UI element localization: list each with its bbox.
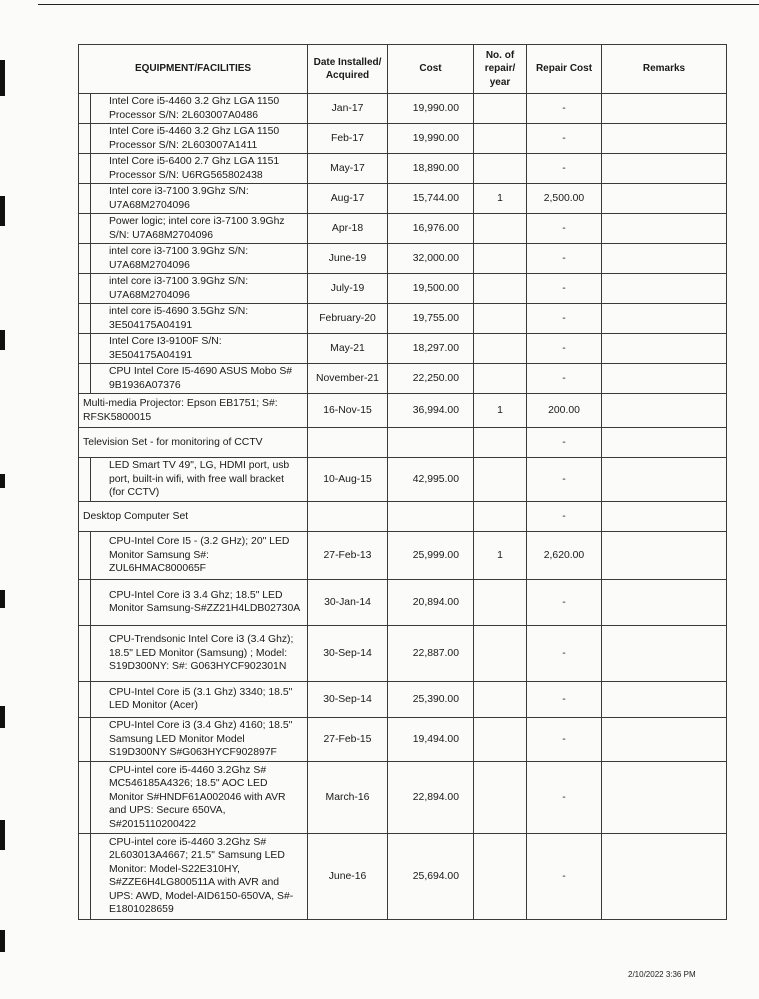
repair-cost-cell: - bbox=[527, 579, 602, 625]
repair-cost-cell: - bbox=[527, 761, 602, 833]
repair-count-cell bbox=[474, 214, 527, 244]
repair-count-cell: 1 bbox=[474, 184, 527, 214]
equipment-cell: Multi-media Projector: Epson EB1751; S#: RFSK5800015 bbox=[79, 394, 308, 428]
indent-cell bbox=[79, 94, 91, 124]
binder-hole bbox=[0, 330, 5, 350]
remarks-cell bbox=[602, 458, 727, 502]
equipment-cell: Desktop Computer Set bbox=[79, 501, 308, 531]
date-cell bbox=[308, 501, 388, 531]
remarks-cell bbox=[602, 364, 727, 394]
date-cell: Aug-17 bbox=[308, 184, 388, 214]
indent-cell bbox=[79, 761, 91, 833]
cost-cell: 20,894.00 bbox=[388, 579, 474, 625]
table-row bbox=[79, 364, 727, 394]
repair-cost-cell: - bbox=[527, 274, 602, 304]
cost-cell: 19,990.00 bbox=[388, 94, 474, 124]
equipment-cell: CPU-Intel Core i5 (3.1 Ghz) 3340; 18.5" LED Monitor (Acer) bbox=[91, 681, 308, 717]
repair-count-cell: 1 bbox=[474, 531, 527, 579]
indent-cell bbox=[79, 579, 91, 625]
equipment-cell: Intel Core i5-4460 3.2 Ghz LGA 1150 Processor S/N: 2L603007A0486 bbox=[91, 94, 308, 124]
table-row bbox=[79, 579, 727, 625]
table-row bbox=[79, 761, 727, 833]
cost-cell bbox=[388, 428, 474, 458]
indent-cell bbox=[79, 244, 91, 274]
cost-cell: 25,390.00 bbox=[388, 681, 474, 717]
repair-count-cell bbox=[474, 458, 527, 502]
date-cell: 27-Feb-15 bbox=[308, 717, 388, 761]
table-row bbox=[79, 184, 727, 214]
indent-cell bbox=[79, 184, 91, 214]
cost-cell: 32,000.00 bbox=[388, 244, 474, 274]
col-header-date: Date Installed/ Acquired bbox=[308, 45, 388, 94]
binder-hole bbox=[0, 474, 5, 488]
date-cell: July-19 bbox=[308, 274, 388, 304]
repair-count-cell bbox=[474, 761, 527, 833]
table-row bbox=[79, 334, 727, 364]
equipment-cell: Television Set - for monitoring of CCTV bbox=[79, 428, 308, 458]
print-timestamp: 2/10/2022 3:36 PM bbox=[628, 970, 696, 979]
indent-cell bbox=[79, 364, 91, 394]
table-row bbox=[79, 394, 727, 428]
repair-cost-cell: - bbox=[527, 244, 602, 274]
repair-cost-cell: - bbox=[527, 428, 602, 458]
repair-cost-cell: 2,620.00 bbox=[527, 531, 602, 579]
repair-cost-cell: - bbox=[527, 304, 602, 334]
indent-cell bbox=[79, 458, 91, 502]
table-row bbox=[79, 531, 727, 579]
indent-cell bbox=[79, 833, 91, 919]
repair-count-cell bbox=[474, 334, 527, 364]
equipment-cell: CPU-Intel Core i3 3.4 Ghz; 18.5" LED Monitor Samsung-S#ZZ21H4LDB02730A bbox=[91, 579, 308, 625]
equipment-cell: intel core i3-7100 3.9Ghz S/N: U7A68M2704096 bbox=[91, 274, 308, 304]
repair-cost-cell: - bbox=[527, 681, 602, 717]
binder-hole bbox=[0, 60, 5, 96]
date-cell: Feb-17 bbox=[308, 124, 388, 154]
equipment-cell: intel core i3-7100 3.9Ghz S/N: U7A68M2704096 bbox=[91, 244, 308, 274]
repair-count-cell bbox=[474, 717, 527, 761]
table-row bbox=[79, 214, 727, 244]
remarks-cell bbox=[602, 274, 727, 304]
equipment-cell: Power logic; intel core i3-7100 3.9Ghz S/N: U7A68M2704096 bbox=[91, 214, 308, 244]
col-header-repairs: No. of repair/ year bbox=[474, 45, 527, 94]
col-header-repair-cost: Repair Cost bbox=[527, 45, 602, 94]
remarks-cell bbox=[602, 244, 727, 274]
table-row bbox=[79, 428, 727, 458]
table-row bbox=[79, 154, 727, 184]
cost-cell: 15,744.00 bbox=[388, 184, 474, 214]
table-row bbox=[79, 625, 727, 681]
date-cell: February-20 bbox=[308, 304, 388, 334]
remarks-cell bbox=[602, 501, 727, 531]
col-header-cost: Cost bbox=[388, 45, 474, 94]
equipment-cell: Intel core i3-7100 3.9Ghz S/N: U7A68M2704096 bbox=[91, 184, 308, 214]
repair-cost-cell: - bbox=[527, 214, 602, 244]
binder-hole bbox=[0, 820, 5, 850]
repair-cost-cell: - bbox=[527, 94, 602, 124]
date-cell: 30-Sep-14 bbox=[308, 681, 388, 717]
cost-cell: 22,887.00 bbox=[388, 625, 474, 681]
table-row bbox=[79, 458, 727, 502]
indent-cell bbox=[79, 154, 91, 184]
binder-hole bbox=[0, 706, 5, 728]
table-header-row bbox=[79, 45, 727, 94]
remarks-cell bbox=[602, 304, 727, 334]
remarks-cell bbox=[602, 717, 727, 761]
col-header-remarks: Remarks bbox=[602, 45, 727, 94]
cost-cell: 18,297.00 bbox=[388, 334, 474, 364]
indent-cell bbox=[79, 681, 91, 717]
repair-cost-cell: - bbox=[527, 364, 602, 394]
repair-count-cell bbox=[474, 579, 527, 625]
indent-cell bbox=[79, 531, 91, 579]
indent-cell bbox=[79, 717, 91, 761]
table-row bbox=[79, 124, 727, 154]
cost-cell: 22,250.00 bbox=[388, 364, 474, 394]
table-row bbox=[79, 717, 727, 761]
repair-cost-cell: - bbox=[527, 625, 602, 681]
date-cell: 30-Sep-14 bbox=[308, 625, 388, 681]
indent-cell bbox=[79, 334, 91, 364]
repair-count-cell bbox=[474, 154, 527, 184]
equipment-cell: CPU-Intel Core i3 (3.4 Ghz) 4160; 18.5" Samsung LED Monitor Model S19D300NY S#G063HYCF902897F bbox=[91, 717, 308, 761]
equipment-cell: Intel Core i5-4460 3.2 Ghz LGA 1150 Processor S/N: 2L603007A1411 bbox=[91, 124, 308, 154]
indent-cell bbox=[79, 124, 91, 154]
remarks-cell bbox=[602, 625, 727, 681]
cost-cell: 16,976.00 bbox=[388, 214, 474, 244]
indent-cell bbox=[79, 304, 91, 334]
table-row bbox=[79, 94, 727, 124]
table-row bbox=[79, 833, 727, 919]
date-cell: June-16 bbox=[308, 833, 388, 919]
equipment-cell: Intel Core i5-6400 2.7 Ghz LGA 1151 Processor S/N: U6RG565802438 bbox=[91, 154, 308, 184]
equipment-cell: CPU Intel Core I5-4690 ASUS Mobo S# 9B1936A07376 bbox=[91, 364, 308, 394]
date-cell: November-21 bbox=[308, 364, 388, 394]
remarks-cell bbox=[602, 394, 727, 428]
repair-cost-cell: - bbox=[527, 833, 602, 919]
remarks-cell bbox=[602, 184, 727, 214]
remarks-cell bbox=[602, 334, 727, 364]
cost-cell: 22,894.00 bbox=[388, 761, 474, 833]
repair-cost-cell: 2,500.00 bbox=[527, 184, 602, 214]
remarks-cell bbox=[602, 761, 727, 833]
equipment-cell: LED Smart TV 49", LG, HDMI port, usb port, built-in wifi, with free wall bracket (for CCTV) bbox=[91, 458, 308, 502]
date-cell: 30-Jan-14 bbox=[308, 579, 388, 625]
cost-cell: 25,694.00 bbox=[388, 833, 474, 919]
table-row bbox=[79, 274, 727, 304]
binder-hole bbox=[0, 590, 5, 608]
col-header-equipment: EQUIPMENT/FACILITIES bbox=[79, 45, 308, 94]
cost-cell: 19,990.00 bbox=[388, 124, 474, 154]
date-cell: 27-Feb-13 bbox=[308, 531, 388, 579]
equipment-cell: CPU-intel core i5-4460 3.2Ghz S# MC546185A4326; 18.5" AOC LED Monitor S#HNDF61A002046 with AVR and UPS: Secure 650VA, S#2015110200422 bbox=[91, 761, 308, 833]
cost-cell bbox=[388, 501, 474, 531]
remarks-cell bbox=[602, 214, 727, 244]
repair-count-cell bbox=[474, 501, 527, 531]
repair-count-cell bbox=[474, 428, 527, 458]
repair-count-cell: 1 bbox=[474, 394, 527, 428]
repair-count-cell bbox=[474, 274, 527, 304]
indent-cell bbox=[79, 274, 91, 304]
repair-count-cell bbox=[474, 124, 527, 154]
date-cell: Jan-17 bbox=[308, 94, 388, 124]
repair-count-cell bbox=[474, 94, 527, 124]
date-cell: May-17 bbox=[308, 154, 388, 184]
repair-count-cell bbox=[474, 304, 527, 334]
repair-count-cell bbox=[474, 625, 527, 681]
indent-cell bbox=[79, 625, 91, 681]
table-row bbox=[79, 244, 727, 274]
cost-cell: 19,755.00 bbox=[388, 304, 474, 334]
date-cell: Apr-18 bbox=[308, 214, 388, 244]
table-row bbox=[79, 501, 727, 531]
date-cell: March-16 bbox=[308, 761, 388, 833]
remarks-cell bbox=[602, 833, 727, 919]
cost-cell: 19,494.00 bbox=[388, 717, 474, 761]
date-cell: 10-Aug-15 bbox=[308, 458, 388, 502]
remarks-cell bbox=[602, 531, 727, 579]
table-row bbox=[79, 304, 727, 334]
repair-cost-cell: - bbox=[527, 154, 602, 184]
equipment-cell: CPU-Intel Core I5 - (3.2 GHz); 20" LED Monitor Samsung S#: ZUL6HMAC800065F bbox=[91, 531, 308, 579]
repair-cost-cell: - bbox=[527, 124, 602, 154]
cost-cell: 18,890.00 bbox=[388, 154, 474, 184]
remarks-cell bbox=[602, 428, 727, 458]
date-cell: June-19 bbox=[308, 244, 388, 274]
equipment-cell: intel core i5-4690 3.5Ghz S/N: 3E504175A04191 bbox=[91, 304, 308, 334]
indent-cell bbox=[79, 214, 91, 244]
repair-cost-cell: - bbox=[527, 334, 602, 364]
page-top-rule bbox=[38, 4, 759, 5]
remarks-cell bbox=[602, 579, 727, 625]
cost-cell: 42,995.00 bbox=[388, 458, 474, 502]
remarks-cell bbox=[602, 154, 727, 184]
repair-count-cell bbox=[474, 833, 527, 919]
equipment-table bbox=[78, 44, 727, 920]
remarks-cell bbox=[602, 124, 727, 154]
repair-cost-cell: - bbox=[527, 717, 602, 761]
date-cell bbox=[308, 428, 388, 458]
cost-cell: 19,500.00 bbox=[388, 274, 474, 304]
remarks-cell bbox=[602, 681, 727, 717]
binder-hole bbox=[0, 196, 5, 226]
equipment-cell: CPU-Trendsonic Intel Core i3 (3.4 Ghz); 18.5" LED Monitor (Samsung) ; Model: S19D300NY: S#: G063HYCF902301N bbox=[91, 625, 308, 681]
equipment-cell: CPU-intel core i5-4460 3.2Ghz S# 2L603013A4667; 21.5" Samsung LED Monitor: Model-S22E310HY, S#ZZE6H4LG800511A with AVR and UPS: AWD, Model-AID6150-650VA, S#- E1801028659 bbox=[91, 833, 308, 919]
repair-count-cell bbox=[474, 244, 527, 274]
repair-count-cell bbox=[474, 364, 527, 394]
repair-cost-cell: - bbox=[527, 501, 602, 531]
remarks-cell bbox=[602, 94, 727, 124]
date-cell: 16-Nov-15 bbox=[308, 394, 388, 428]
date-cell: May-21 bbox=[308, 334, 388, 364]
cost-cell: 36,994.00 bbox=[388, 394, 474, 428]
repair-cost-cell: - bbox=[527, 458, 602, 502]
table-row bbox=[79, 681, 727, 717]
repair-count-cell bbox=[474, 681, 527, 717]
repair-cost-cell: 200.00 bbox=[527, 394, 602, 428]
cost-cell: 25,999.00 bbox=[388, 531, 474, 579]
equipment-cell: Intel Core I3-9100F S/N: 3E504175A04191 bbox=[91, 334, 308, 364]
binder-hole bbox=[0, 930, 5, 952]
